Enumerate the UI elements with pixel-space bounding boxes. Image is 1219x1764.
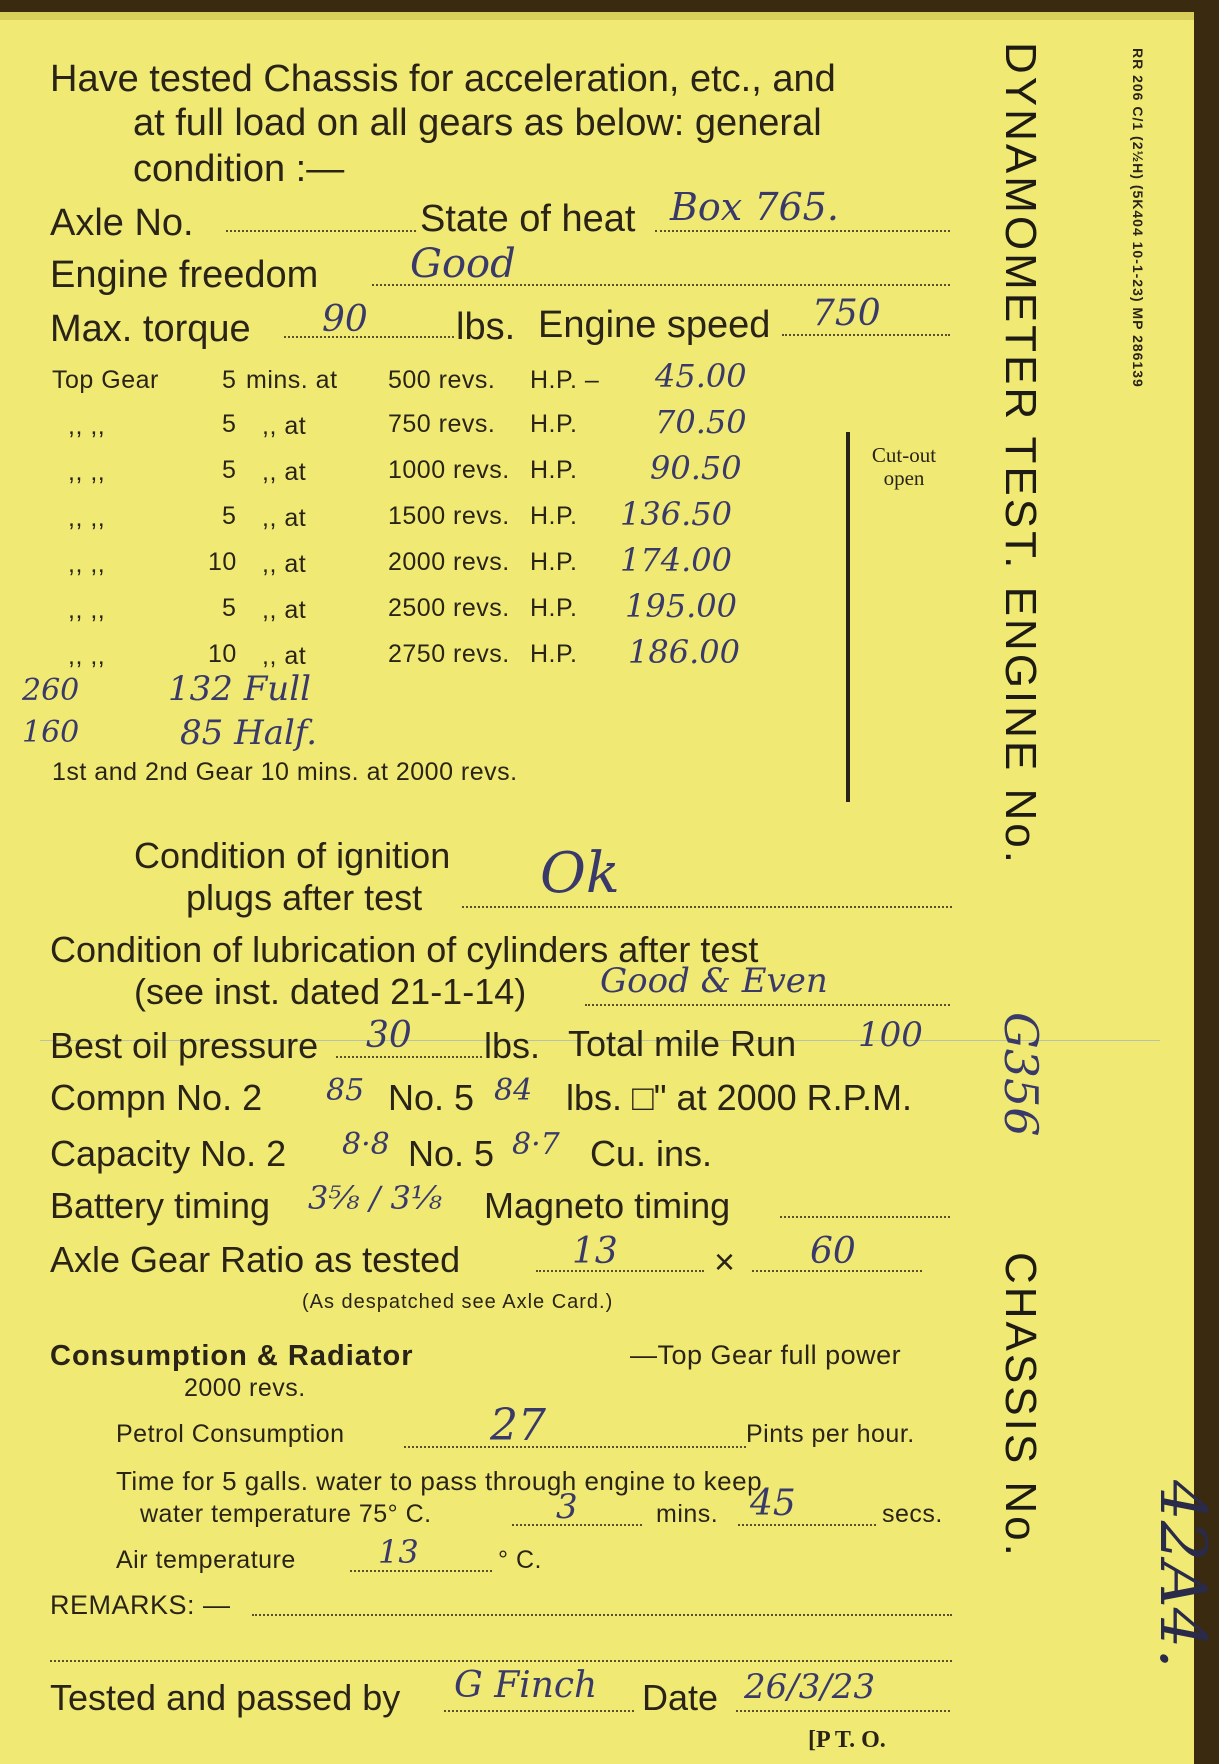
gear-hp-label: H.P. [530,594,578,622]
consumption-revs: 2000 revs. [184,1374,306,1402]
air-temp-label: Air temperature [116,1546,296,1574]
capacity-no5: No. 5 [408,1133,495,1174]
gear-hp-value: 136.50 [620,495,732,533]
state-heat-value: Box 765. [670,185,839,229]
axle-no-label: Axle No. [50,202,194,244]
axle-ratio-label: Axle Gear Ratio as tested [50,1239,461,1280]
secs-value: 45 [750,1483,796,1524]
gear-hp-value: 90.50 [650,449,742,487]
compn-label: Compn No. 2 [50,1077,263,1118]
gear-unit: ,, at [262,642,307,670]
mile-run-label: Total mile Run [568,1023,797,1064]
gear-hp-label: H.P. [530,640,578,668]
cutout-line-1: Cut-out [871,443,937,467]
date-label: Date [642,1677,719,1718]
cutout-line-2: open [883,466,925,491]
gear-unit: ,, at [262,504,307,532]
engine-speed-line [782,334,950,336]
date-value: 26/3/23 [744,1667,876,1707]
air-temp-value: 13 [378,1533,419,1571]
battery-timing-value: 3⅝ / 3⅛ [308,1179,442,1217]
gear-label: ,, ,, [68,550,106,578]
mins-value: 3 [556,1487,578,1527]
lbs-label: lbs. [456,306,516,348]
remarks-label: REMARKS: — [50,1590,231,1620]
engine-freedom-label: Engine freedom [50,254,319,296]
tested-by-line [444,1710,634,1712]
mile-run-value: 100 [858,1015,923,1055]
magneto-timing-label: Magneto timing [484,1185,731,1226]
first-second-gear: 1st and 2nd Gear 10 mins. at 2000 revs. [52,758,518,786]
engine-number-value: G356 [994,1012,1048,1137]
oil-lbs: lbs. [484,1025,541,1066]
note-full-value: 132 Full [168,669,311,709]
tested-by-value: G Finch [454,1665,598,1706]
gear-label: ,, ,, [68,504,106,532]
axle-ratio-note: (As despatched see Axle Card.) [302,1291,614,1313]
gear-revs: 2750 revs. [388,640,510,668]
gear-revs: 1500 revs. [388,502,510,530]
time-line-1: Time for 5 galls. water to pass through engine to keep [116,1466,763,1496]
gear-revs: 2000 revs. [388,548,510,576]
consumption-title: Consumption & Radiator [50,1340,414,1372]
gear-hp-value: 186.00 [628,633,740,671]
gear-label: ,, ,, [68,642,106,670]
capacity-value-2: 8·7 [512,1127,560,1162]
gear-hp-label: H.P. [530,502,578,530]
header-line-3: condition :— [133,148,345,190]
gear-hp-label: H.P. [530,548,578,576]
gear-hp-value: 70.50 [655,403,747,441]
gear-label: Top Gear [52,366,159,394]
engine-freedom-value: Good [410,241,516,287]
gear-hp-value: 195.00 [625,587,737,625]
lubrication-value: Good & Even [600,961,828,1001]
gear-hp-value: 45.00 [655,357,747,395]
axle-ratio-value-1: 13 [572,1231,618,1272]
engine-speed-label: Engine speed [538,304,771,346]
secs-line [738,1524,876,1526]
chassis-number-value: 42A4. [1145,1480,1219,1669]
secs-label: secs. [882,1500,943,1528]
gear-unit: ,, at [262,550,307,578]
axle-ratio-x: × [714,1241,736,1282]
gear-mins: 5 [222,410,237,438]
gear-label: ,, ,, [68,458,106,486]
gear-unit: ,, at [262,412,307,440]
compn-rest: lbs. □" at 2000 R.P.M. [566,1077,913,1118]
gear-mins: 5 [222,594,237,622]
compn-value-1: 85 [326,1073,365,1108]
gear-revs: 2500 revs. [388,594,510,622]
ignition-line [462,906,952,908]
remarks-line-2 [50,1660,952,1662]
gear-mins: 5 [222,366,237,394]
axle-no-line [226,230,416,232]
gear-revs: 1000 revs. [388,456,510,484]
dynamometer-test-card [0,12,1219,1764]
oil-pressure-label: Best oil pressure [50,1025,319,1066]
petrol-pints: Pints per hour. [746,1420,915,1448]
note-half-value: 85 Half. [180,713,318,753]
header-line-1: Have tested Chassis for acceleration, etc., and [50,58,836,100]
mins-label: mins. [656,1500,719,1528]
max-torque-value: 90 [322,299,368,340]
petrol-label: Petrol Consumption [116,1420,345,1448]
gear-revs: 500 revs. [388,366,496,394]
lubrication-label-1: Condition of lubrication of cylinders after test [50,929,759,970]
consumption-rest: —Top Gear full power [630,1340,902,1370]
pto-label: [P T. O. [808,1727,886,1753]
gear-hp-label: H.P. – [530,366,600,394]
gear-hp-label: H.P. [530,456,578,484]
note-full-load: 260 [22,673,80,708]
max-torque-line [284,336,454,338]
gear-mins: 10 [208,548,237,576]
capacity-label: Capacity No. 2 [50,1133,287,1174]
time-line-2: water temperature 75° C. [140,1500,432,1528]
capacity-value-1: 8·8 [342,1127,390,1162]
petrol-line [404,1446,746,1448]
axle-ratio-line-1 [536,1270,704,1272]
compn-no5: No. 5 [388,1077,475,1118]
oil-pressure-value: 30 [366,1015,412,1056]
max-torque-label: Max. torque [50,308,251,350]
cutout-label [852,444,956,490]
gear-mins: 10 [208,640,237,668]
gear-mins: 5 [222,502,237,530]
air-temp-unit: ° C. [498,1546,542,1574]
lubrication-label-2: (see inst. dated 21-1-14) [134,971,527,1012]
ignition-value: Ok [540,841,620,906]
state-heat-label: State of heat [420,198,636,240]
remarks-line-1 [252,1614,952,1616]
compn-value-2: 84 [494,1073,533,1108]
oil-pressure-line [336,1056,482,1058]
gear-unit: ,, at [262,458,307,486]
gear-unit: ,, at [262,596,307,624]
note-half-load: 160 [22,715,80,750]
gear-revs: 750 revs. [388,410,496,438]
magneto-timing-line [780,1216,950,1218]
ignition-label-1: Condition of ignition [134,835,451,876]
header-line-2: at full load on all gears as below: general [133,102,822,144]
gear-hp-value: 174.00 [620,541,732,579]
side-title: DYNAMOMETER TEST. ENGINE No. [996,42,1045,866]
gear-unit: mins. at [246,366,338,394]
tested-by-label: Tested and passed by [50,1677,401,1718]
capacity-rest: Cu. ins. [590,1133,713,1174]
chassis-label: CHASSIS No. [996,1252,1045,1559]
battery-timing-label: Battery timing [50,1185,271,1226]
air-temp-line [350,1570,492,1572]
engine-speed-value: 750 [812,293,881,334]
lubrication-line [585,1004,950,1006]
gear-label: ,, ,, [68,412,106,440]
gear-label: ,, ,, [68,596,106,624]
ignition-label-2: plugs after test [186,877,423,918]
petrol-value: 27 [490,1400,546,1451]
state-heat-line [655,230,950,232]
cutout-bracket [846,432,850,802]
form-code: RR 206 C/1 (2½H) (5K404 10-1-23) MP 286139 [1130,48,1146,388]
gear-hp-label: H.P. [530,410,578,438]
axle-ratio-value-2: 60 [810,1231,856,1272]
date-line [736,1710,950,1712]
gear-mins: 5 [222,456,237,484]
